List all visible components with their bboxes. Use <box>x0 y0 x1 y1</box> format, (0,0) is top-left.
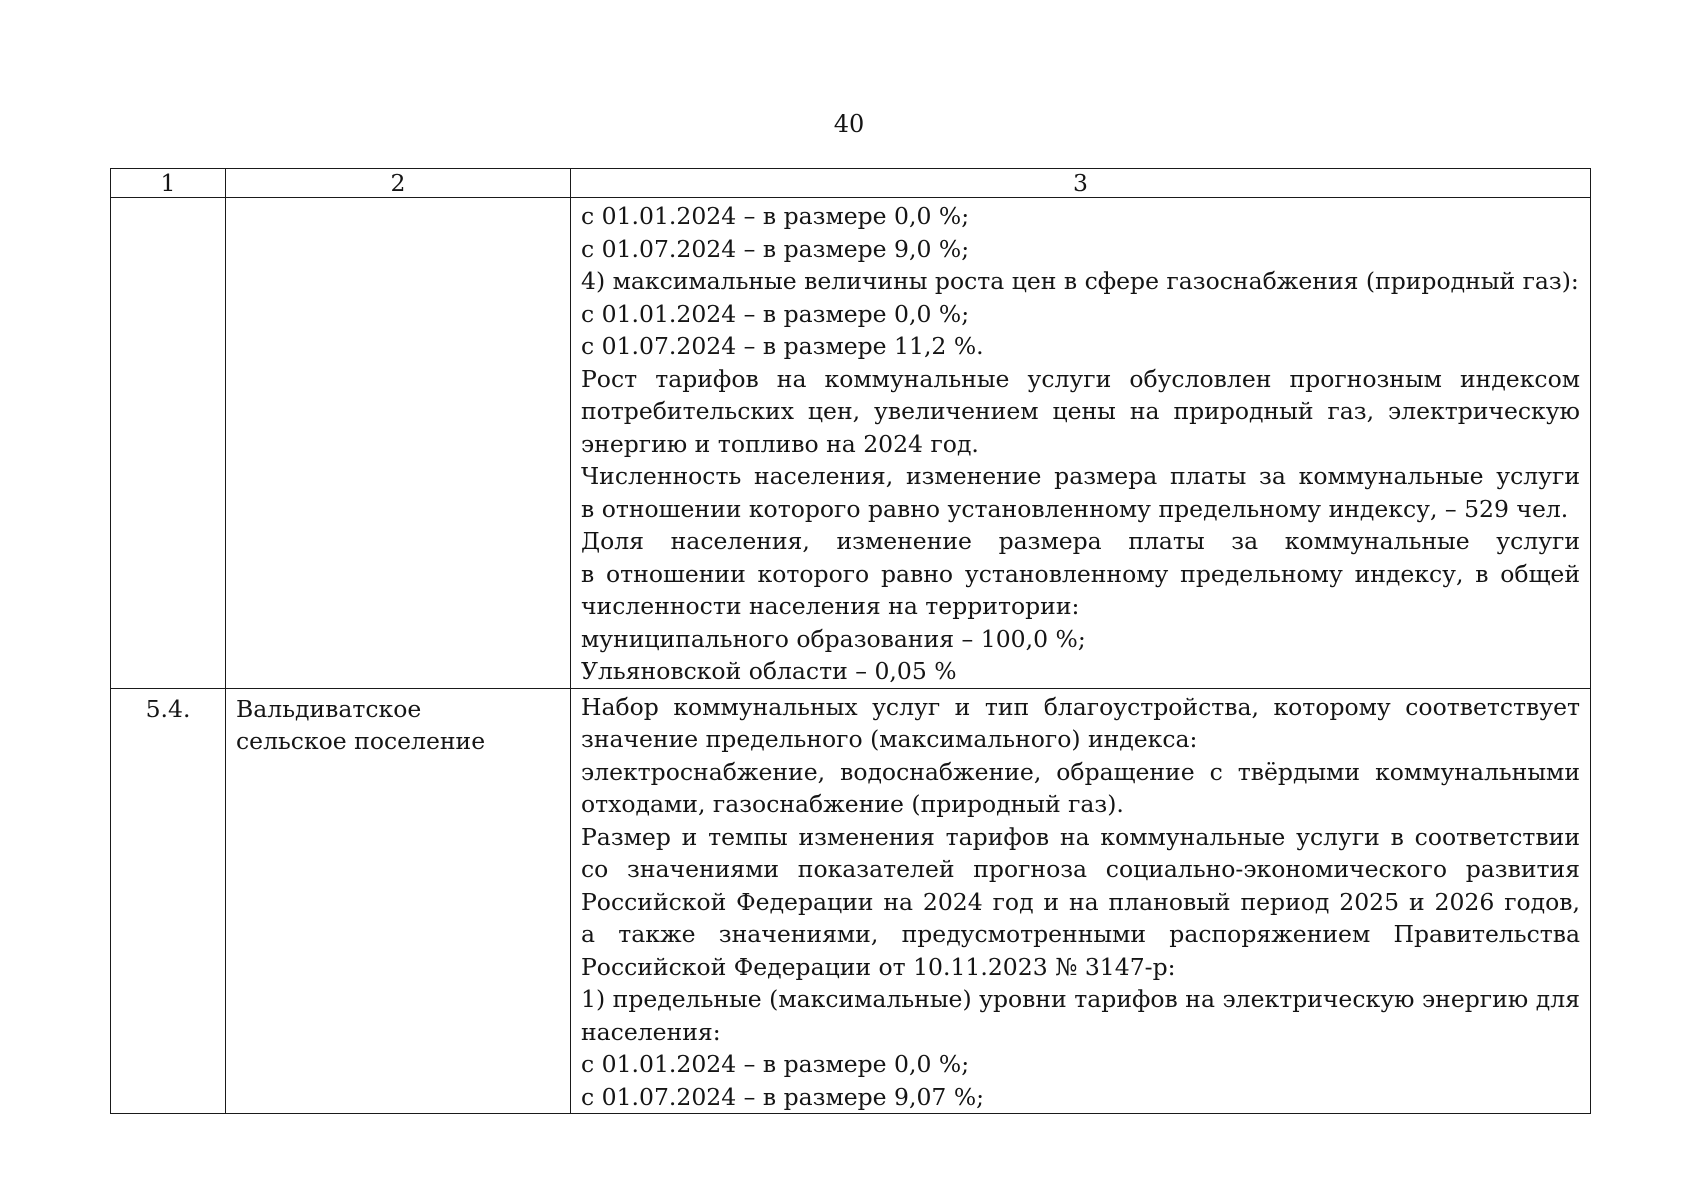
text-line: с 01.07.2024 – в размере 9,07 %; <box>581 1082 985 1111</box>
text-line: электроснабжение, водоснабжение, обращение с твёрдыми коммунальными <box>581 757 1580 786</box>
text-line: Ульяновской области – 0,05 % <box>581 657 957 685</box>
text-line: численности населения на территории: <box>581 592 1080 620</box>
row-content-cell <box>571 198 1591 689</box>
text-line: Численность населения, изменение размера платы за коммунальные услуги <box>581 462 1580 490</box>
row-name-cell <box>226 688 571 1114</box>
text-line: Размер и темпы изменения тарифов на коммунальные услуги в соответствии <box>581 822 1580 851</box>
column-header-2: 2 <box>226 169 571 198</box>
table-header-row <box>111 169 1591 198</box>
row-number-cell <box>111 198 226 689</box>
text-line: энергию и топливо на 2024 год. <box>581 429 979 458</box>
text-line: значение предельного (максимального) индекса: <box>581 725 1198 753</box>
text-line: с 01.07.2024 – в размере 9,0 %; <box>581 234 970 263</box>
settlement-name-line-1: Вальдиватское <box>236 694 422 723</box>
text-line: 1) предельные (максимальные) уровни тарифов на электрическую энергию для <box>581 985 1580 1013</box>
text-line: Российской Федерации на 2024 год и на плановый период 2025 и 2026 годов, <box>581 887 1580 916</box>
text-line: с 01.07.2024 – в размере 11,2 %. <box>581 332 984 360</box>
settlement-name-line-2: сельское поселение <box>236 727 486 755</box>
text-line: с 01.01.2024 – в размере 0,0 %; <box>581 1050 970 1078</box>
text-line: потребительских цен, увеличением цены на природный газ, электрическую <box>581 397 1580 425</box>
text-line: а также значениями, предусмотренными распоряжением Правительства <box>581 920 1580 948</box>
text-line: Доля населения, изменение размера платы за коммунальные услуги <box>581 527 1580 555</box>
text-line: 4) максимальные величины роста цен в сфере газоснабжения (природный газ): <box>581 267 1579 295</box>
text-line: с 01.01.2024 – в размере 0,0 %; <box>581 202 970 230</box>
text-line: со значениями показателей прогноза социально-экономического развития <box>581 855 1580 883</box>
column-header-1: 1 <box>111 169 226 198</box>
page-number: 40 <box>833 110 865 138</box>
row-name-cell <box>226 198 571 689</box>
text-line: с 01.01.2024 – в размере 0,0 %; <box>581 299 970 328</box>
text-line: в отношении которого равно установленному предельному индексу, в общей <box>581 559 1580 588</box>
text-line: населения: <box>581 1017 721 1046</box>
row-content-cell <box>571 688 1591 1114</box>
table-row-5-4 <box>111 688 1591 1114</box>
text-line: Российской Федерации от 10.11.2023 № 3147-р: <box>581 952 1176 981</box>
table-row-continuation <box>111 198 1591 689</box>
row-number-cell: 5.4. <box>111 688 226 1114</box>
text-line: муниципального образования – 100,0 %; <box>581 624 1086 653</box>
text-line: Рост тарифов на коммунальные услуги обусловлен прогнозным индексом <box>581 364 1580 393</box>
text-line: отходами, газоснабжение (природный газ). <box>581 790 1124 818</box>
text-line: в отношении которого равно установленному предельному индексу, – 529 чел. <box>581 494 1569 523</box>
text-line: Набор коммунальных услуг и тип благоустройства, которому соответствует <box>581 692 1580 721</box>
column-header-3: 3 <box>571 169 1591 198</box>
tariff-table <box>110 168 1591 1114</box>
